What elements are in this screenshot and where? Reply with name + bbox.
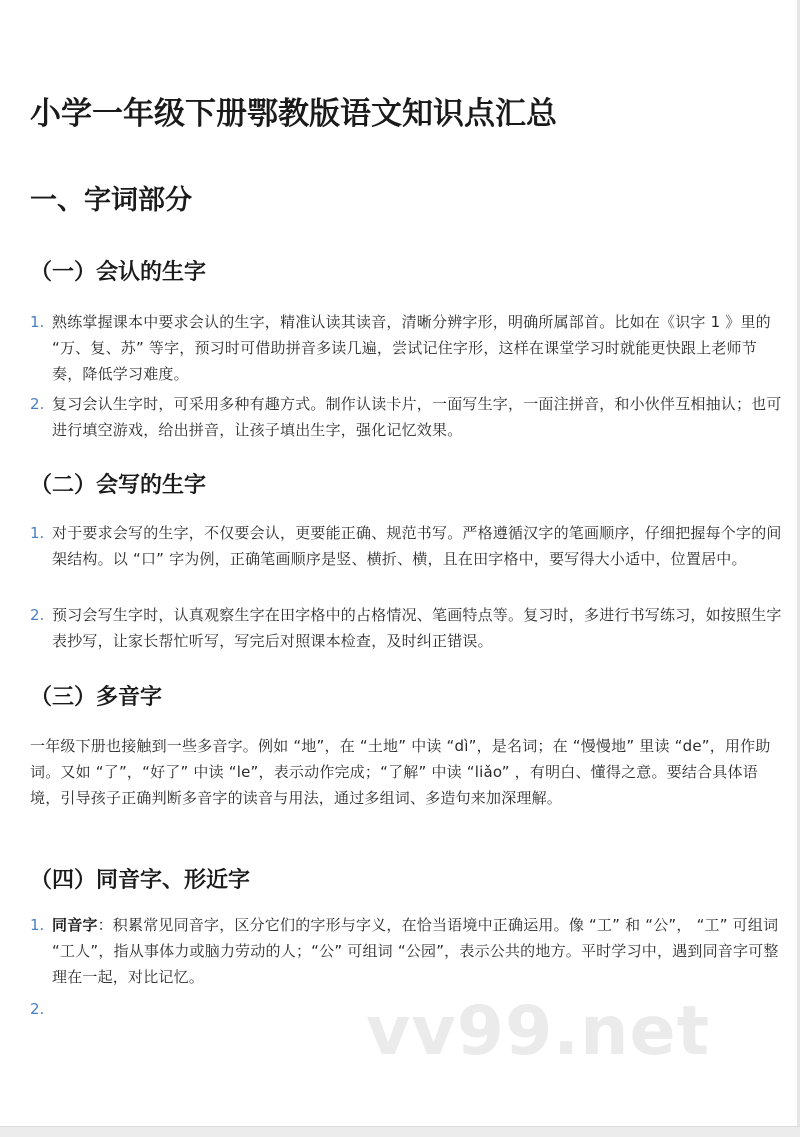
list-number: 2.	[30, 395, 45, 413]
section-heading-words: 一、字词部分	[30, 185, 192, 216]
subsection-heading-polyphonic: （三）多音字	[30, 685, 163, 710]
term-description: ：积累常见同音字，区分它们的字形与字义，在恰当语境中正确运用。像 “工” 和 “公”， “工” 可组词 “工人”，指从事体力或脑力劳动的人；“公” 可组词 “公园”，表示公共的地方。平时学习中，遇到同音字可整理在一起，对比记忆。	[52, 916, 779, 986]
watermark: vv99.net	[366, 992, 711, 1071]
list-item-text: 复习会认生字时，可采用多种有趣方式。制作认读卡片，一面写生字，一面注拼音，和小伙伴互相抽认；也可进行填空游戏，给出拼音，让孩子填出生字，强化记忆效果。	[52, 395, 782, 439]
subsection-heading-write: （二）会写的生字	[30, 473, 207, 498]
subsection-heading-recognize: （一）会认的生字	[30, 260, 207, 285]
list-item	[30, 602, 782, 654]
list-item-text: 预习会写生字时，认真观察生字在田字格中的占格情况、笔画特点等。复习时，多进行书写练习，如按照生字表抄写，让家长帮忙听写，写完后对照课本检查，及时纠正错误。	[52, 606, 782, 650]
list-item-text	[52, 912, 782, 990]
list-item	[30, 520, 782, 572]
polyphonic-paragraph: 一年级下册也接触到一些多音字。例如 “地”，在 “土地” 中读 “dì”，是名词；在 “慢慢地” 里读 “de”，用作助词。又如 “了”，“好了” 中读 “le”，表示动作完成；“了解” 中读 “liǎo” ，有明白、懂得之意。要结合具体语境，引导孩子正确判断多音字的读音与用法，通过多组词、多造句来加深理解。	[30, 737, 771, 807]
list-number: 2.	[30, 1000, 45, 1018]
term-label: 同音字	[52, 916, 98, 934]
list-item	[30, 309, 782, 387]
list-number: 2.	[30, 606, 45, 624]
list-item-text: 熟练掌握课本中要求会认的生字，精准认读其读音，清晰分辨字形，明确所属部首。比如在《识字 1 》里的 “万、复、苏” 等字，预习时可借助拼音多读几遍，尝试记住字形，这样在课堂学习时就能更快跟上老师节奏，降低学习难度。	[52, 313, 771, 383]
list-number: 1.	[30, 524, 45, 542]
subsection-heading-homophones: （四）同音字、形近字	[30, 868, 251, 893]
list-item-text: 对于要求会写的生字，不仅要会认，更要能正确、规范书写。严格遵循汉字的笔画顺序，仔细把握每个字的间架结构。以 “口” 字为例，正确笔画顺序是竖、横折、横，且在田字格中，要写得大小适中，位置居中。	[52, 524, 782, 568]
list-item	[30, 391, 782, 443]
list-number: 1.	[30, 916, 45, 934]
document-title: 小学一年级下册鄂教版语文知识点汇总	[30, 96, 557, 132]
page-bottom-edge	[0, 1126, 800, 1137]
list-number: 1.	[30, 313, 45, 331]
list-item	[30, 912, 782, 990]
